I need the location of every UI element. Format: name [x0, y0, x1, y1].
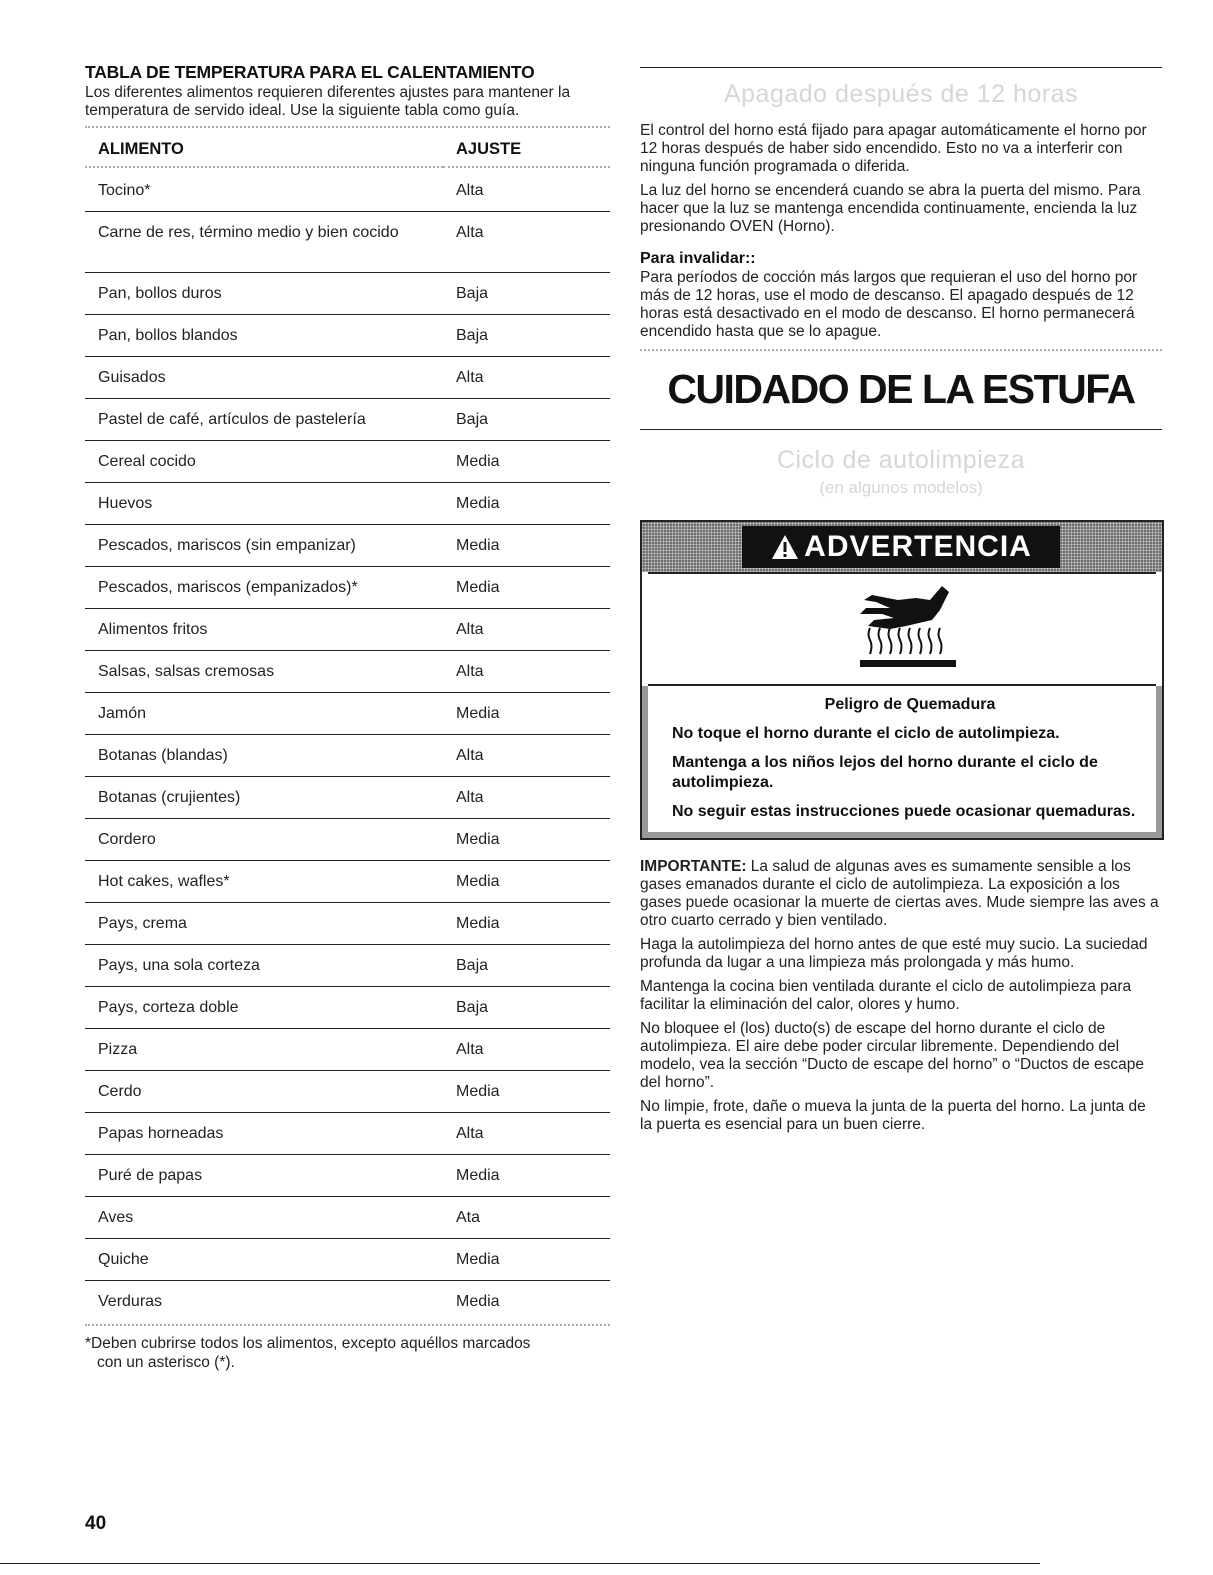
warning-label-text: ADVERTENCIA [804, 530, 1032, 563]
table-row [85, 1197, 610, 1239]
table-row [85, 1281, 610, 1323]
food-cell: Papas horneadas [85, 1113, 443, 1155]
setting-cell: Media [443, 1239, 610, 1281]
selfclean-paragraph-3: Mantenga la cocina bien ventilada durante el ciclo de autolimpieza para facilitar la eliminación del calor, olores y humo. [640, 978, 1132, 1013]
table-row [85, 170, 610, 212]
selfclean-paragraph-5: No limpie, frote, dañe o mueva la junta de la puerta del horno. La junta de la puerta es esencial para un buen cierre. [640, 1098, 1146, 1133]
page-number: 40 [85, 1513, 107, 1534]
section-title: TABLA DE TEMPERATURA PARA EL CALENTAMIENTO [85, 62, 535, 82]
table-row [85, 1113, 610, 1155]
table-row [85, 903, 610, 945]
setting-cell: Alta [443, 609, 610, 651]
table-row [85, 212, 610, 273]
table-row [85, 315, 610, 357]
warning-triangle-icon [770, 533, 800, 561]
table-row [85, 819, 610, 861]
care-title: CUIDADO DE LA ESTUFA [667, 366, 1135, 412]
table-row [85, 273, 610, 315]
table-body [85, 170, 610, 1322]
setting-cell: Media [443, 1071, 610, 1113]
section-divider [640, 429, 1162, 430]
food-cell: Pizza [85, 1029, 443, 1071]
food-cell: Quiche [85, 1239, 443, 1281]
setting-cell: Ata [443, 1197, 610, 1239]
table-row [85, 861, 610, 903]
food-cell: Pays, corteza doble [85, 987, 443, 1029]
table-row [85, 1029, 610, 1071]
food-cell: Pescados, mariscos (empanizados)* [85, 567, 443, 609]
setting-cell: Alta [443, 735, 610, 777]
setting-cell: Baja [443, 399, 610, 441]
warning-line-3: No seguir estas instrucciones puede ocasionar quemaduras. [672, 803, 1136, 820]
food-cell: Pescados, mariscos (sin empanizar) [85, 525, 443, 567]
table-row [85, 1071, 610, 1113]
setting-cell: Alta [443, 1029, 610, 1071]
setting-cell: Baja [443, 945, 610, 987]
table-row [85, 651, 610, 693]
table-row [85, 777, 610, 819]
warning-line-1: No toque el horno durante el ciclo de autolimpieza. [672, 725, 1060, 742]
food-cell: Guisados [85, 357, 443, 399]
shutoff-paragraph-1: El control del horno está fijado para apagar automáticamente el horno por 12 horas después de haber sido encendido. Esto no va a interferir con ninguna función programada o diferida. [640, 122, 1147, 175]
important-text: La salud de algunas aves es sumamente sensible a los gases emanados durante el ciclo de autolimpieza. La exposición a los gases puede ocasionar la muerte de ciertas aves. Mude siempre las aves a otro cuarto cerrado y bien ventilado. [640, 858, 1159, 929]
table-row [85, 987, 610, 1029]
food-cell: Verduras [98, 1293, 163, 1310]
warning-label [742, 526, 1060, 568]
food-cell: Huevos [85, 483, 443, 525]
table-row [85, 1155, 610, 1197]
important-lead: IMPORTANTE: [640, 858, 747, 875]
selfclean-body [640, 858, 1162, 1134]
warning-text [642, 686, 1162, 838]
food-cell: Pan, bollos duros [85, 273, 443, 315]
warning-icon-area [648, 572, 1156, 686]
shutoff-paragraph-2: La luz del horno se encenderá cuando se abra la puerta del mismo. Para hacer que la luz se mantenga encendida continuamente, encienda la luz presionando OVEN (Horno). [640, 182, 1141, 235]
food-cell: Cordero [85, 819, 443, 861]
intro-text: Los diferentes alimentos requieren diferentes ajustes para mantener la temperatura de servido ideal. Use la siguiente tabla como guía. [85, 84, 571, 119]
food-cell: Cereal cocido [85, 441, 443, 483]
food-cell: Pays, una sola corteza [85, 945, 443, 987]
important-paragraph [640, 858, 1162, 930]
setting-cell: Media [443, 525, 610, 567]
food-cell: Tocino* [85, 170, 443, 212]
selfclean-title: Ciclo de autolimpieza [776, 446, 1026, 474]
selfclean-paragraph-2: Haga la autolimpieza del horno antes de que esté muy sucio. La suciedad profunda da lugar a una limpieza más prolongada y más humo. [640, 936, 1148, 971]
table-row [85, 525, 610, 567]
table-row [85, 735, 610, 777]
table-row [85, 945, 610, 987]
setting-cell: Alta [443, 651, 610, 693]
selfclean-subtitle: (en algunos modelos) [819, 478, 983, 497]
override-heading: Para invalidar:: [640, 250, 756, 267]
setting-cell: Alta [443, 170, 610, 212]
setting-cell: Baja [443, 273, 610, 315]
setting-cell: Media [443, 819, 610, 861]
table-row [85, 483, 610, 525]
hazard-heading: Peligro de Quemadura [824, 696, 996, 713]
setting-cell: Media [443, 441, 610, 483]
food-cell: Jamón [85, 693, 443, 735]
header-setting: AJUSTE [456, 139, 522, 158]
footnote-line-2: con un asterisco (*). [97, 1354, 235, 1371]
food-cell: Salsas, salsas cremosas [85, 651, 443, 693]
override-paragraph: Para períodos de cocción más largos que requieran el uso del horno por más de 12 horas, use el modo de descanso. El apagado después de 12 horas está desactivado en el modo de descanso. El horno permanecerá encendido hasta que se lo apague. [640, 269, 1138, 340]
setting-cell: Media [443, 903, 610, 945]
table-row [85, 399, 610, 441]
food-cell: Puré de papas [85, 1155, 443, 1197]
top-divider [640, 67, 1162, 68]
setting-cell: Media [443, 861, 610, 903]
selfclean-paragraph-4: No bloquee el (los) ducto(s) de escape del horno durante el ciclo de autolimpieza. El aire debe poder circular libremente. Dependiendo del modelo, vea la sección “Ducto de escape del horno” o “Ductos de escape del horno”. [640, 1020, 1145, 1091]
table-row [85, 567, 610, 609]
setting-cell: Media [443, 1155, 610, 1197]
table-row [85, 609, 610, 651]
setting-cell: Media [443, 483, 610, 525]
setting-cell: Baja [443, 987, 610, 1029]
setting-cell: Alta [443, 212, 610, 273]
temperature-table [85, 128, 610, 1322]
right-column [640, 62, 1162, 1140]
table-row [85, 441, 610, 483]
warning-header [642, 522, 1162, 572]
warning-line-2: Mantenga a los niños lejos del horno durante el ciclo de autolimpieza. [672, 754, 1098, 791]
table-row [85, 357, 610, 399]
table-row [85, 693, 610, 735]
setting-cell: Baja [443, 315, 610, 357]
food-cell: Pays, crema [85, 903, 443, 945]
setting-cell: Media [443, 693, 610, 735]
setting-cell: Alta [443, 1113, 610, 1155]
setting-cell: Alta [443, 357, 610, 399]
food-cell: Botanas (blandas) [85, 735, 443, 777]
setting-cell: Media [443, 567, 610, 609]
header-food: ALIMENTO [98, 139, 184, 158]
food-cell: Pan, bollos blandos [85, 315, 443, 357]
food-cell: Carne de res, término medio y bien cocido [85, 212, 443, 273]
food-cell: Alimentos fritos [85, 609, 443, 651]
left-column [85, 62, 610, 1372]
shutoff-title: Apagado después de 12 horas [723, 80, 1079, 108]
food-cell: Aves [85, 1197, 443, 1239]
table-header-row [85, 128, 610, 167]
dotted-divider [85, 1324, 610, 1326]
warning-box [640, 520, 1164, 840]
footnote-line-1: *Deben cubrirse todos los alimentos, excepto aquéllos marcados [85, 1335, 531, 1352]
hot-surface-hand-icon [846, 582, 966, 674]
food-cell: Botanas (crujientes) [85, 777, 443, 819]
dotted-divider [640, 349, 1162, 351]
food-cell: Cerdo [85, 1071, 443, 1113]
table-row [85, 1239, 610, 1281]
food-cell: Hot cakes, wafles* [85, 861, 443, 903]
setting-cell: Media [456, 1293, 500, 1310]
setting-cell: Alta [443, 777, 610, 819]
footnote [85, 1334, 610, 1372]
page-bottom-rule [0, 1563, 1040, 1564]
food-cell: Pastel de café, artículos de pastelería [85, 399, 443, 441]
